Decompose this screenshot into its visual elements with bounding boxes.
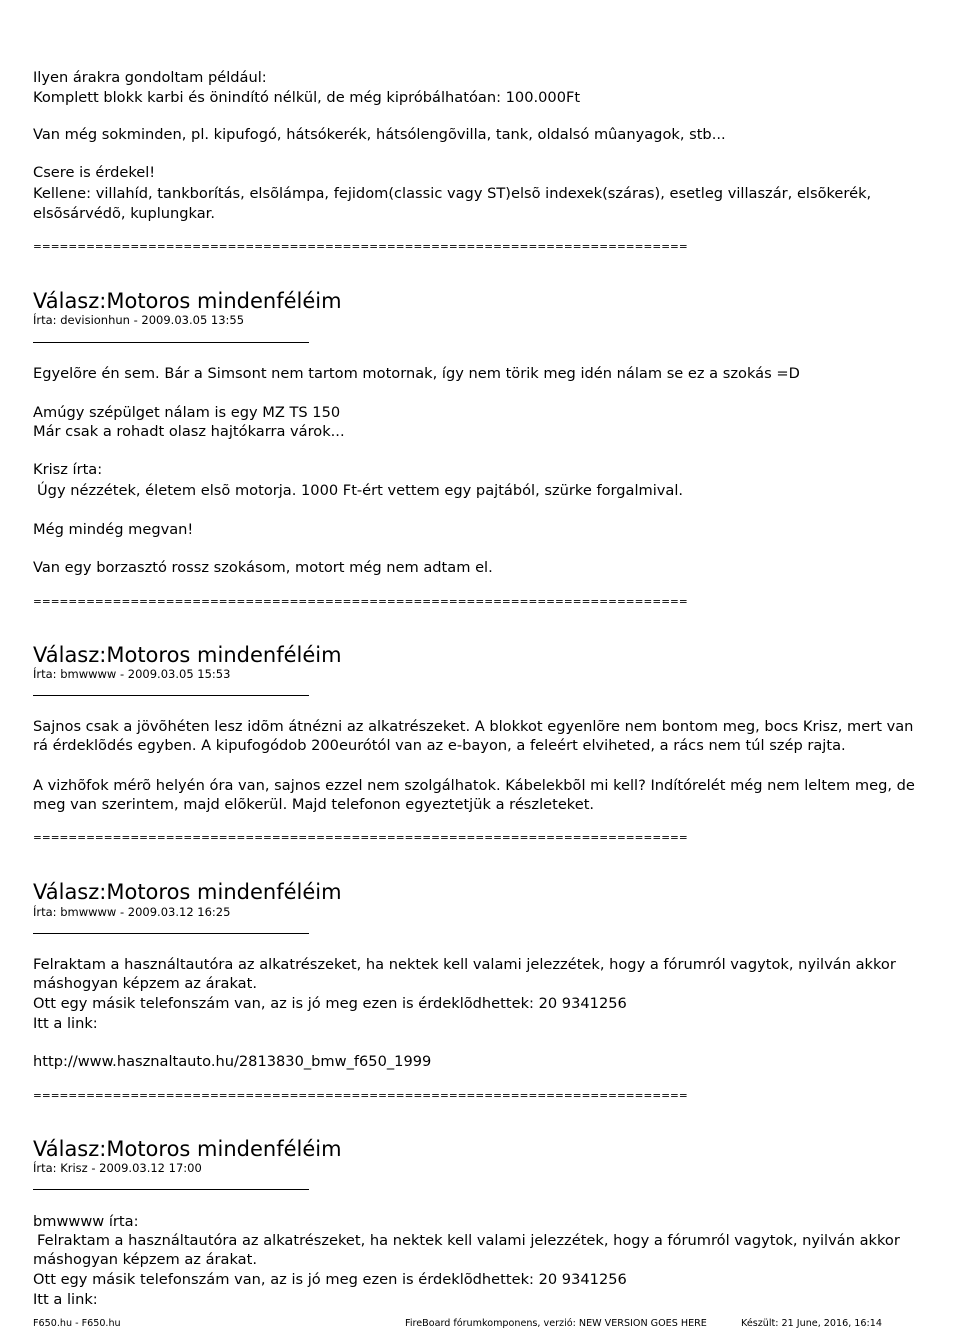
separator: ========================================================================== <box>33 241 688 253</box>
intro-line: Kellene: villahíd, tankborítás, elsõlámpa, fejidom(classic vagy ST)elsõ indexek(száras), esetleg villaszár, elsõkerék, <box>33 185 872 202</box>
quote-author: bmwwww írta: <box>33 1213 139 1230</box>
quote-line: Itt a link: <box>33 1291 98 1308</box>
post-link[interactable]: http://www.hasznaltauto.hu/2813830_bmw_f650_1999 <box>33 1053 432 1070</box>
post-meta: Írta: bmwwww - 2009.03.12 16:25 <box>33 905 231 919</box>
post-meta: Írta: Krisz - 2009.03.12 17:00 <box>33 1161 202 1175</box>
footer-component: FireBoard fórumkomponens, verzió: NEW VERSION GOES HERE <box>405 1318 707 1329</box>
separator: ========================================================================== <box>33 1090 688 1102</box>
post-title: Válasz:Motoros mindenféléim <box>33 643 342 667</box>
separator: ========================================================================== <box>33 596 688 608</box>
post-divider <box>33 933 309 934</box>
intro-line: Ilyen árakra gondoltam például: <box>33 69 267 86</box>
post-line: Van egy borzasztó rossz szokásom, motort még nem adtam el. <box>33 559 493 576</box>
post-line: Ott egy másik telefonszám van, az is jó meg ezen is érdeklõdhettek: 20 9341256 <box>33 995 627 1012</box>
post-line: máshogyan képzem az árakat. <box>33 975 257 992</box>
footer-site: F650.hu - F650.hu <box>33 1318 121 1329</box>
quote-line: Úgy nézzétek, életem elsõ motorja. 1000 Ft-ért vettem egy pajtából, szürke forgalmival. <box>37 482 684 499</box>
post-line: Itt a link: <box>33 1015 98 1032</box>
quote-author: Krisz írta: <box>33 461 103 478</box>
post-line: A vizhõfok mérõ helyén óra van, sajnos ezzel nem szolgálhatok. Kábelekbõl mi kell? Indítórelét még nem leltem meg, de <box>33 777 915 794</box>
post-title: Válasz:Motoros mindenféléim <box>33 289 342 313</box>
intro-line: Van még sokminden, pl. kipufogó, hátsókerék, hátsólengõvilla, tank, oldalsó mûanyagok, stb... <box>33 126 726 143</box>
quote-line: Felraktam a használtautóra az alkatrészeket, ha nektek kell valami jelezzétek, hogy a fórumról vagytok, nyilván akkor <box>37 1232 900 1249</box>
intro-line: Komplett blokk karbi és önindító nélkül, de még kipróbálhatóan: 100.000Ft <box>33 89 581 106</box>
post-line: rá érdeklõdés egyben. A kipufogódob 200eurótól van az e-bayon, a feleért elviheted, a rács nem túl szép rajta. <box>33 737 846 754</box>
post-line: Felraktam a használtautóra az alkatrészeket, ha nektek kell valami jelezzétek, hogy a fórumról vagytok, nyilván akkor <box>33 956 896 973</box>
intro-line: Csere is érdekel! <box>33 164 156 181</box>
post-title: Válasz:Motoros mindenféléim <box>33 880 342 904</box>
post-divider <box>33 342 309 343</box>
quote-line: Ott egy másik telefonszám van, az is jó meg ezen is érdeklõdhettek: 20 9341256 <box>33 1271 627 1288</box>
post-meta: Írta: bmwwww - 2009.03.05 15:53 <box>33 667 231 681</box>
post-line: Amúgy szépülget nálam is egy MZ TS 150 <box>33 404 341 421</box>
post-line: Már csak a rohadt olasz hajtókarra várok... <box>33 423 345 440</box>
post-divider <box>33 1189 309 1190</box>
post-line: Még mindég megvan! <box>33 521 194 538</box>
post-divider <box>33 695 309 696</box>
footer-generated: Készült: 21 June, 2016, 16:14 <box>741 1318 882 1329</box>
post-line: Egyelõre én sem. Bár a Simsont nem tartom motornak, így nem törik meg idén nálam se ez a szokás =D <box>33 365 800 382</box>
post-meta: Írta: devisionhun - 2009.03.05 13:55 <box>33 313 245 327</box>
post-title: Válasz:Motoros mindenféléim <box>33 1137 342 1161</box>
intro-line: elsõsárvédõ, kuplungkar. <box>33 205 215 222</box>
post-line: Sajnos csak a jövõhéten lesz idõm átnézni az alkatrészeket. A blokkot egyenlõre nem bontom meg, bocs Krisz, mert van <box>33 718 914 735</box>
quote-line: máshogyan képzem az árakat. <box>33 1251 257 1268</box>
post-line: meg van szerintem, majd elõkerül. Majd telefonon egyeztetjük a részleteket. <box>33 796 595 813</box>
separator: ========================================================================== <box>33 832 688 844</box>
